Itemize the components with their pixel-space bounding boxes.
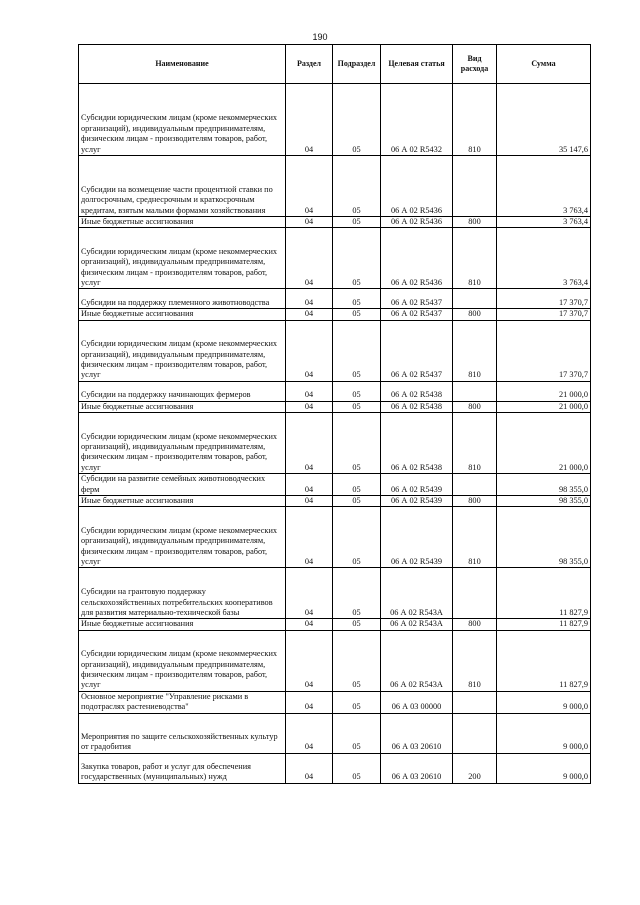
row-razdel: 04 [286, 217, 333, 228]
table-row [79, 381, 591, 401]
row-expense-type: 800 [453, 217, 497, 228]
row-podrazdel: 05 [333, 401, 381, 412]
row-expense-type: 800 [453, 496, 497, 507]
row-sum: 3 763,4 [497, 228, 591, 289]
row-podrazdel: 05 [333, 320, 381, 381]
row-target-article: 06 А 02 R543А [381, 630, 453, 691]
row-name: Субсидии юридическим лицам (кроме некоммерческих организаций), индивидуальным предпринимателям, физическим лицам - производителям товаров, работ, услуг [79, 413, 286, 474]
table-row [79, 474, 591, 496]
header-razdel: Раздел [286, 45, 333, 84]
row-podrazdel: 05 [333, 289, 381, 309]
row-expense-type: 200 [453, 753, 497, 783]
row-razdel: 04 [286, 289, 333, 309]
row-podrazdel: 05 [333, 691, 381, 713]
row-razdel: 04 [286, 320, 333, 381]
row-razdel: 04 [286, 630, 333, 691]
row-expense-type: 800 [453, 619, 497, 630]
table-row [79, 217, 591, 228]
row-sum: 21 000,0 [497, 413, 591, 474]
row-name: Иные бюджетные ассигнования [79, 217, 286, 228]
table-row [79, 507, 591, 568]
row-sum: 98 355,0 [497, 507, 591, 568]
row-target-article: 06 А 02 R5436 [381, 228, 453, 289]
row-expense-type: 800 [453, 401, 497, 412]
row-target-article: 06 А 02 R5437 [381, 289, 453, 309]
table-row [79, 309, 591, 320]
row-name: Субсидии юридическим лицам (кроме некоммерческих организаций), индивидуальным предпринимателям, физическим лицам - производителям товаров, работ, услуг [79, 630, 286, 691]
row-target-article: 06 А 02 R5439 [381, 474, 453, 496]
budget-table [78, 44, 591, 784]
row-razdel: 04 [286, 691, 333, 713]
row-name: Субсидии на поддержку начинающих фермеров [79, 381, 286, 401]
row-target-article: 06 А 02 R5439 [381, 507, 453, 568]
row-name: Иные бюджетные ассигнования [79, 619, 286, 630]
row-sum: 11 827,9 [497, 630, 591, 691]
table-row [79, 691, 591, 713]
row-sum: 17 370,7 [497, 289, 591, 309]
row-name: Иные бюджетные ассигнования [79, 309, 286, 320]
table-row [79, 156, 591, 217]
row-expense-type: 810 [453, 228, 497, 289]
header-sum: Сумма [497, 45, 591, 84]
row-name: Субсидии на возмещение части процентной ставки по долгосрочным, среднесрочным и краткосрочным кредитам, взятым малыми формами хозяйствования [79, 156, 286, 217]
header-podrazdel: Подраздел [333, 45, 381, 84]
header-expense-type: Вид расхода [453, 45, 497, 84]
row-expense-type: 810 [453, 630, 497, 691]
table-row [79, 320, 591, 381]
row-expense-type: 810 [453, 84, 497, 156]
row-target-article: 06 А 02 R543А [381, 619, 453, 630]
row-name: Субсидии юридическим лицам (кроме некоммерческих организаций), индивидуальным предпринимателям, физическим лицам - производителям товаров, работ, услуг [79, 84, 286, 156]
row-name: Иные бюджетные ассигнования [79, 401, 286, 412]
row-expense-type [453, 381, 497, 401]
row-name: Основное мероприятие "Управление рисками в подотраслях растениеводства" [79, 691, 286, 713]
row-target-article: 06 А 02 R5438 [381, 381, 453, 401]
row-podrazdel: 05 [333, 507, 381, 568]
page-number: 190 [312, 32, 328, 42]
row-sum: 35 147,6 [497, 84, 591, 156]
row-expense-type [453, 474, 497, 496]
row-podrazdel: 05 [333, 381, 381, 401]
row-razdel: 04 [286, 568, 333, 619]
row-expense-type [453, 713, 497, 753]
table-row [79, 228, 591, 289]
row-target-article: 06 А 02 R5437 [381, 320, 453, 381]
row-name: Иные бюджетные ассигнования [79, 496, 286, 507]
table-row [79, 496, 591, 507]
table-row [79, 401, 591, 412]
row-razdel: 04 [286, 228, 333, 289]
row-podrazdel: 05 [333, 753, 381, 783]
row-podrazdel: 05 [333, 156, 381, 217]
row-razdel: 04 [286, 381, 333, 401]
row-expense-type [453, 289, 497, 309]
row-podrazdel: 05 [333, 228, 381, 289]
row-podrazdel: 05 [333, 217, 381, 228]
row-sum: 9 000,0 [497, 753, 591, 783]
row-podrazdel: 05 [333, 413, 381, 474]
row-name: Субсидии на поддержку племенного животноводства [79, 289, 286, 309]
row-podrazdel: 05 [333, 568, 381, 619]
table-row [79, 753, 591, 783]
row-target-article: 06 А 02 R5438 [381, 401, 453, 412]
row-podrazdel: 05 [333, 309, 381, 320]
row-target-article: 06 А 03 00000 [381, 691, 453, 713]
table-row [79, 413, 591, 474]
row-sum: 9 000,0 [497, 713, 591, 753]
row-name: Субсидии на развитие семейных животноводческих ферм [79, 474, 286, 496]
row-sum: 3 763,4 [497, 217, 591, 228]
row-target-article: 06 А 02 R5439 [381, 496, 453, 507]
row-razdel: 04 [286, 713, 333, 753]
row-sum: 3 763,4 [497, 156, 591, 217]
row-target-article: 06 А 02 R5436 [381, 217, 453, 228]
table-header-row [79, 45, 591, 84]
row-expense-type: 810 [453, 413, 497, 474]
row-podrazdel: 05 [333, 84, 381, 156]
row-sum: 17 370,7 [497, 320, 591, 381]
table-row [79, 630, 591, 691]
header-target-article: Целевая статья [381, 45, 453, 84]
row-podrazdel: 05 [333, 474, 381, 496]
row-razdel: 04 [286, 84, 333, 156]
row-sum: 11 827,9 [497, 568, 591, 619]
row-target-article: 06 А 02 R5432 [381, 84, 453, 156]
row-target-article: 06 А 02 R543А [381, 568, 453, 619]
row-name: Субсидии юридическим лицам (кроме некоммерческих организаций), индивидуальным предпринимателям, физическим лицам - производителям товаров, работ, услуг [79, 228, 286, 289]
row-razdel: 04 [286, 474, 333, 496]
table-row [79, 619, 591, 630]
row-target-article: 06 А 02 R5438 [381, 413, 453, 474]
row-target-article: 06 А 02 R5436 [381, 156, 453, 217]
row-sum: 11 827,9 [497, 619, 591, 630]
row-podrazdel: 05 [333, 619, 381, 630]
row-razdel: 04 [286, 413, 333, 474]
row-sum: 98 355,0 [497, 496, 591, 507]
row-name: Субсидии на грантовую поддержку сельскохозяйственных потребительских кооперативов для развития материально-технической базы [79, 568, 286, 619]
row-name: Мероприятия по защите сельскохозяйственных культур от градобития [79, 713, 286, 753]
row-expense-type [453, 568, 497, 619]
row-razdel: 04 [286, 309, 333, 320]
table-row [79, 289, 591, 309]
row-expense-type [453, 156, 497, 217]
row-name: Закупка товаров, работ и услуг для обеспечения государственных (муниципальных) нужд [79, 753, 286, 783]
row-sum: 21 000,0 [497, 381, 591, 401]
row-expense-type: 800 [453, 309, 497, 320]
row-expense-type [453, 691, 497, 713]
row-sum: 17 370,7 [497, 309, 591, 320]
table-row [79, 84, 591, 156]
row-razdel: 04 [286, 496, 333, 507]
row-name: Субсидии юридическим лицам (кроме некоммерческих организаций), индивидуальным предпринимателям, физическим лицам - производителям товаров, работ, услуг [79, 507, 286, 568]
row-target-article: 06 А 03 20610 [381, 713, 453, 753]
row-expense-type: 810 [453, 320, 497, 381]
row-razdel: 04 [286, 507, 333, 568]
row-sum: 9 000,0 [497, 691, 591, 713]
row-sum: 98 355,0 [497, 474, 591, 496]
row-name: Субсидии юридическим лицам (кроме некоммерческих организаций), индивидуальным предпринимателям, физическим лицам - производителям товаров, работ, услуг [79, 320, 286, 381]
row-razdel: 04 [286, 753, 333, 783]
row-podrazdel: 05 [333, 630, 381, 691]
table-row [79, 568, 591, 619]
header-name: Наименование [79, 45, 286, 84]
row-expense-type: 810 [453, 507, 497, 568]
table-row [79, 713, 591, 753]
row-target-article: 06 А 03 20610 [381, 753, 453, 783]
row-podrazdel: 05 [333, 496, 381, 507]
row-sum: 21 000,0 [497, 401, 591, 412]
row-target-article: 06 А 02 R5437 [381, 309, 453, 320]
row-razdel: 04 [286, 619, 333, 630]
row-razdel: 04 [286, 156, 333, 217]
row-podrazdel: 05 [333, 713, 381, 753]
row-razdel: 04 [286, 401, 333, 412]
